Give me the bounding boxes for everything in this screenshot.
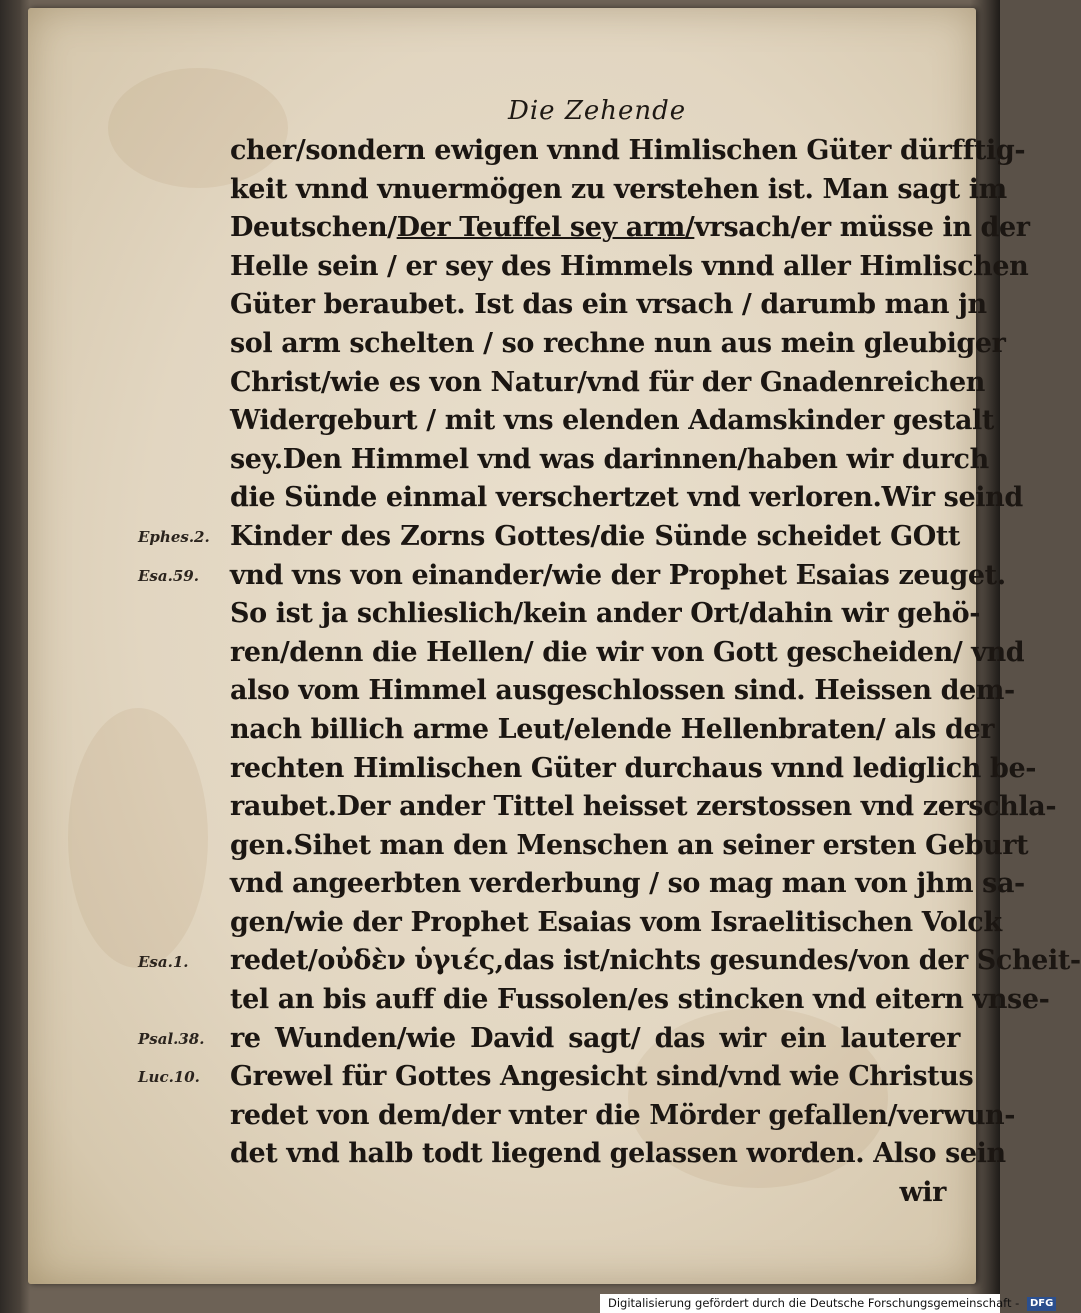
text-line	[230, 672, 1015, 711]
margin-reference: Esa.59.	[138, 566, 199, 585]
text-line	[230, 711, 995, 750]
line-text: redet von dem/der vnter die Mörder gefallen/verwun-	[230, 1099, 1016, 1131]
running-head: Die Zehende	[508, 96, 687, 126]
line-text: vnd angeerbten verderbung / so mag man von jhm sa-	[230, 868, 1025, 900]
text-line	[230, 364, 986, 403]
text-line	[230, 865, 1025, 904]
line-text-continued: vrsach/er müsse in der	[694, 212, 1030, 244]
line-text: Grewel für Gottes Angesicht sind/vnd wie Christus	[230, 1061, 974, 1093]
text-line	[230, 788, 1057, 827]
line-text: So ist ja schlieslich/kein ander Ort/dahin wir gehö-	[230, 598, 981, 630]
line-text: sey.Den Himmel vnd was darinnen/haben wir durch	[230, 443, 989, 475]
credit-text: Digitalisierung gefördert durch die Deutsche Forschungsgemeinschaft -	[608, 1296, 1020, 1310]
text-line	[230, 518, 960, 557]
text-line	[230, 1097, 1016, 1136]
line-text: gen/wie der Prophet Esaias vom Israelitischen Volck	[230, 906, 1002, 938]
text-line	[230, 1174, 960, 1213]
text-line	[230, 248, 1029, 287]
line-text: Christ/wie es von Natur/vnd für der Gnadenreichen	[230, 366, 986, 398]
line-text: Güter beraubet. Ist das ein vrsach / darumb man jn	[230, 289, 987, 321]
margin-reference: Esa.1.	[138, 952, 189, 971]
line-text: keit vnnd vnuermögen zu verstehen ist. Man sagt im	[230, 173, 1007, 205]
line-text: det vnd halb todt liegend gelassen worden. Also sein	[230, 1138, 1006, 1170]
line-text: wir	[899, 1177, 946, 1209]
text-line	[230, 827, 1029, 866]
text-line	[230, 402, 994, 441]
line-text: vnd vns von einander/wie der Prophet Esaias zeuget.	[230, 559, 1006, 591]
digitization-credit	[600, 1294, 1054, 1313]
line-text: die Sünde einmal verschertzet vnd verloren.Wir seind	[230, 482, 1023, 514]
underlined-phrase: Der Teuffel sey arm/	[396, 212, 695, 244]
margin-reference: Luc.10.	[138, 1068, 200, 1087]
line-text: nach billich arme Leut/elende Hellenbraten/ als der	[230, 713, 995, 745]
line-text: ren/denn die Hellen/ die wir von Gott gescheiden/ vnd	[230, 636, 1025, 668]
line-text: raubet.Der ander Tittel heisset zerstossen vnd zerschla-	[230, 791, 1057, 823]
text-line	[230, 171, 1007, 210]
line-text: Kinder des Zorns Gottes/die Sünde scheidet GOtt	[230, 520, 960, 552]
text-line	[230, 942, 1081, 981]
margin-reference: Psal.38.	[138, 1029, 205, 1048]
text-line	[230, 1135, 1006, 1174]
text-line	[230, 750, 1037, 789]
text-line	[230, 904, 1002, 943]
text-line	[230, 981, 1050, 1020]
line-text: cher/sondern ewigen vnnd Himlischen Güter dürfftig-	[230, 135, 1026, 166]
text-line	[230, 441, 989, 480]
line-text: rechten Himlischen Güter durchaus vnnd lediglich be-	[230, 752, 1037, 784]
line-text: Widergeburt / mit vns elenden Adamskinder gestalt	[230, 405, 994, 437]
text-line	[230, 286, 987, 325]
text-line	[230, 557, 1006, 596]
margin-reference: Ephes.2.	[138, 528, 210, 546]
line-text: also vom Himmel ausgeschlossen sind. Heissen dem-	[230, 675, 1015, 707]
line-text: Deutschen/	[230, 212, 397, 244]
text-line	[230, 1058, 974, 1097]
line-text: redet/οὐδὲν ὑγιές,das ist/nichts gesundes/von der Scheit-	[230, 945, 1081, 977]
line-text: re Wunden/wie David sagt/ das wir ein lauterer	[230, 1022, 960, 1054]
text-line	[230, 1020, 960, 1059]
text-line	[230, 595, 981, 634]
line-text: gen.Sihet man den Menschen an seiner ersten Geburt	[230, 829, 1029, 861]
text-line	[230, 479, 1023, 518]
line-text: Helle sein / er sey des Himmels vnnd aller Himlischen	[230, 250, 1029, 282]
dfg-logo: DFG	[1027, 1297, 1056, 1311]
line-text: tel an bis auff die Fussolen/es stincken vnd eitern vnse-	[230, 984, 1050, 1016]
text-line	[230, 325, 1006, 364]
text-line	[230, 132, 1026, 171]
text-line	[230, 209, 1030, 248]
paper-stain	[68, 708, 208, 968]
text-line	[230, 634, 1025, 673]
text-block	[230, 132, 1081, 1213]
line-text: sol arm schelten / so rechne nun aus mein gleubiger	[230, 327, 1006, 359]
